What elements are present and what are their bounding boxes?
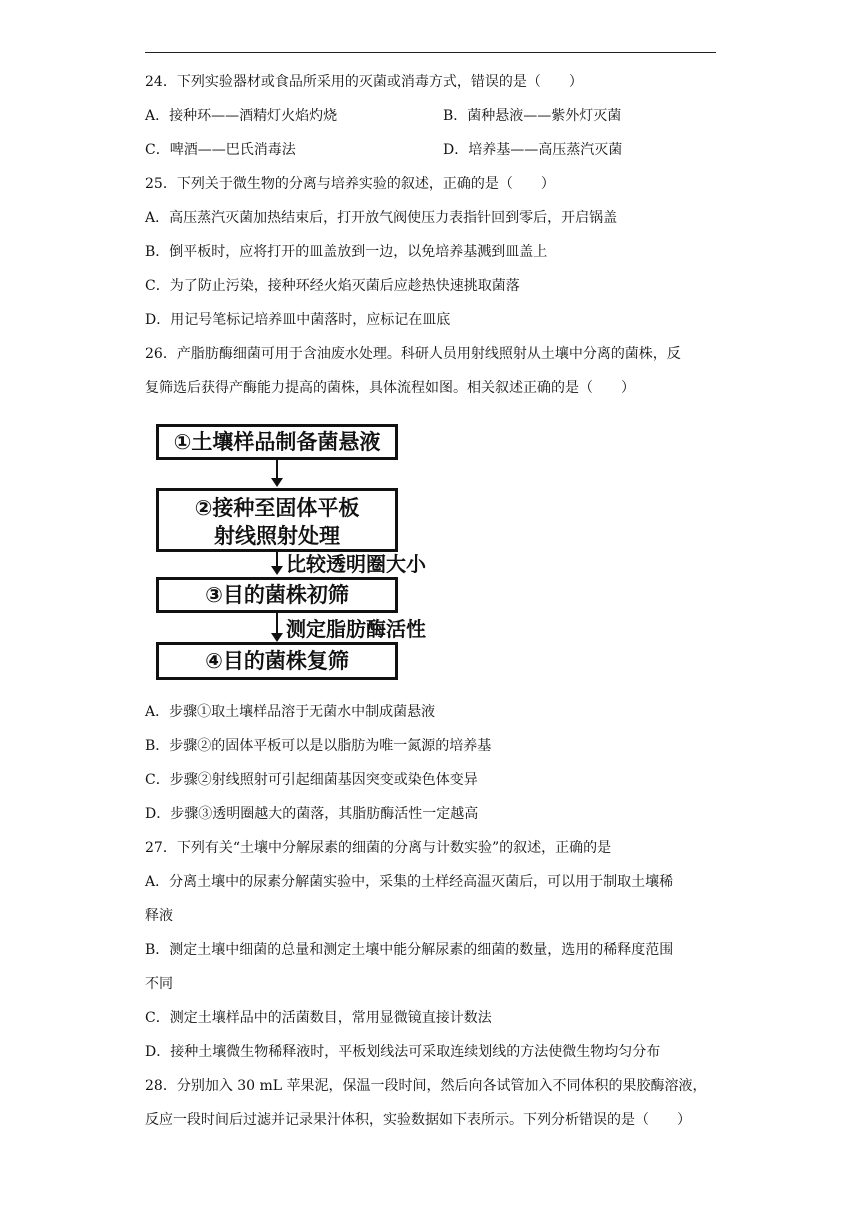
- q27-stem: 27．下列有关“土壤中分解尿素的细菌的分离与计数实验”的叙述，正确的是: [145, 840, 612, 856]
- q24-option-a: A．接种环——酒精灯火焰灼烧: [145, 108, 338, 124]
- flow-arrow-3: [276, 613, 278, 635]
- flow-step2-box: [156, 488, 398, 552]
- q26-flowchart: [140, 412, 460, 692]
- q25-stem: 25．下列关于微生物的分离与培养实验的叙述，正确的是（ ）: [145, 176, 555, 192]
- header-rule: [145, 52, 716, 53]
- q27-option-a-line2: 释液: [145, 908, 173, 924]
- q26-stem-line1: 26．产脂肪酶细菌可用于含油废水处理。科研人员用射线照射从土壤中分离的菌株，反: [145, 346, 681, 362]
- flow-step2-line2: 射线照射处理: [214, 524, 340, 548]
- flow-arrowhead-3: [271, 633, 283, 642]
- q28-stem-line1: 28．分别加入 30 mL 苹果泥，保温一段时间，然后向各试管加入不同体积的果胶酶溶液，: [145, 1078, 707, 1094]
- q25-option-b: B．倒平板时，应将打开的皿盖放到一边，以免培养基溅到皿盖上: [145, 244, 548, 260]
- q24-option-c: C．啤酒——巴氏消毒法: [145, 142, 296, 158]
- flow-label-lipase-activity: 测定脂肪酶活性: [286, 617, 426, 641]
- q26-option-c: C．步骤②射线照射可引起细菌基因突变或染色体变异: [145, 772, 478, 788]
- q27-option-c: C．测定土壤样品中的活菌数目，常用显微镜直接计数法: [145, 1010, 492, 1026]
- q27-option-d: D．接种土壤微生物稀释液时，平板划线法可采取连续划线的方法使微生物均匀分布: [145, 1044, 661, 1060]
- q27-option-b-line2: 不同: [145, 976, 173, 992]
- flow-arrowhead-1: [271, 478, 283, 487]
- flow-arrow-1: [276, 460, 278, 480]
- q26-option-d: D．步骤③透明圈越大的菌落，其脂肪酶活性一定越高: [145, 806, 479, 822]
- q24-stem: 24．下列实验器材或食品所采用的灭菌或消毒方式，错误的是（ ）: [145, 74, 583, 90]
- flow-arrowhead-2: [271, 566, 283, 575]
- flow-step4-box: ④目的菌株复筛: [156, 642, 398, 680]
- q27-option-b-line1: B．测定土壤中细菌的总量和测定土壤中能分解尿素的细菌的数量，选用的稀释度范围: [145, 942, 674, 958]
- q27-option-a-line1: A．分离土壤中的尿素分解菌实验中，采集的土样经高温灭菌后，可以用于制取土壤稀: [145, 874, 674, 890]
- flow-label-transparent-zone: 比较透明圈大小: [286, 552, 426, 576]
- flow-step1-box: ①土壤样品制备菌悬液: [156, 424, 398, 460]
- q25-option-d: D．用记号笔标记培养皿中菌落时，应标记在皿底: [145, 312, 451, 328]
- q26-option-b: B．步骤②的固体平板可以是以脂肪为唯一氮源的培养基: [145, 738, 492, 754]
- q24-option-d: D．培养基——高压蒸汽灭菌: [443, 142, 623, 158]
- flow-step3-box: ③目的菌株初筛: [156, 577, 398, 613]
- q24-option-b: B．菌种悬液——紫外灯灭菌: [443, 108, 622, 124]
- q26-stem-line2: 复筛选后获得产酶能力提高的菌株，具体流程如图。相关叙述正确的是（ ）: [145, 380, 635, 396]
- q26-option-a: A．步骤①取土壤样品溶于无菌水中制成菌悬液: [145, 704, 436, 720]
- q25-option-c: C．为了防止污染，接种环经火焰灭菌后应趁热快速挑取菌落: [145, 278, 520, 294]
- q28-stem-line2: 反应一段时间后过滤并记录果汁体积，实验数据如下表所示。下列分析错误的是（ ）: [145, 1112, 691, 1128]
- flow-step2-line1: ②接种至固体平板: [194, 496, 360, 520]
- q25-option-a: A．高压蒸汽灭菌加热结束后，打开放气阀使压力表指针回到零后，开启锅盖: [145, 210, 618, 226]
